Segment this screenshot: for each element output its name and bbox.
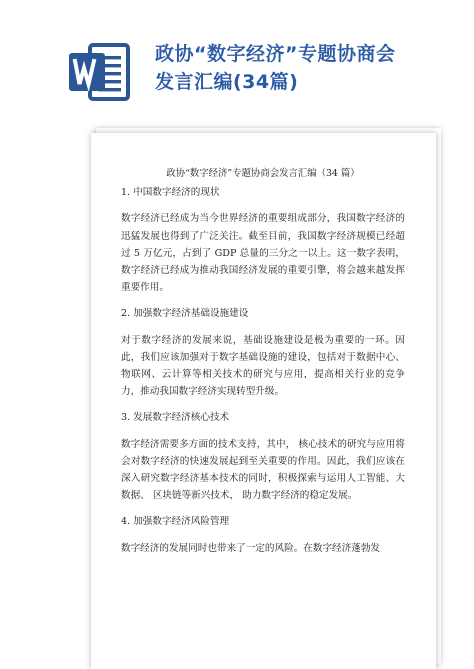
document-header-title xyxy=(155,40,455,96)
section-body-1: 数字经济已经成为当今世界经济的重要组成部分，我国数字经济的迅猛发展也得到了广泛关注。截至目前，我国数字经济规模已经超过 5 万亿元，占到了 GDP 总量的三分之一以上。这一数字表明，数字经济已经成为推动我国经济发展的重要引擎，将会越来越发挥重要作用。 xyxy=(121,213,405,294)
section-heading-4: 4. 加强数字经济风险管理 xyxy=(121,516,230,528)
section-body-3: 数字经济需要多方面的技术支持，其中， 核心技术的研究与应用将会对数字经济的快速发展起到至关重要的作用。因此，我们应该在深入研究数字经济基本技术的同时，积极探索与运用人工智能、大数据、 区块链等新兴技术， 助力数字经济的稳定发展。 xyxy=(121,438,405,502)
section-heading-3: 3. 发展数字经济核心技术 xyxy=(121,412,230,424)
section-body-4: 数字经济的发展同时也带来了一定的风险。在数字经济蓬勃发 xyxy=(121,542,381,554)
header-title-line-1: 政协“数字经济”专题协商会 xyxy=(155,43,396,65)
section-heading-1: 1. 中国数字经济的现状 xyxy=(121,187,220,199)
section-body-2: 对于数字经济的发展来说，基础设施建设是极为重要的一环。因此，我们应该加强对于数字基础设施的建设，包括对于数据中心、物联网、云计算等相关技术的研究与应用，提高相关行业的竞争力，推动我国数字经济实现转型升级。 xyxy=(121,334,405,398)
section-heading-2: 2. 加强数字经济基础设施建设 xyxy=(121,308,249,320)
document-title: 政协“数字经济”专题协商会发言汇编（34 篇） xyxy=(166,168,360,179)
word-document-icon xyxy=(66,39,132,105)
header-title-line-2: 发言汇编(34篇) xyxy=(155,71,299,93)
document-content xyxy=(121,165,405,557)
document-page xyxy=(91,133,436,669)
